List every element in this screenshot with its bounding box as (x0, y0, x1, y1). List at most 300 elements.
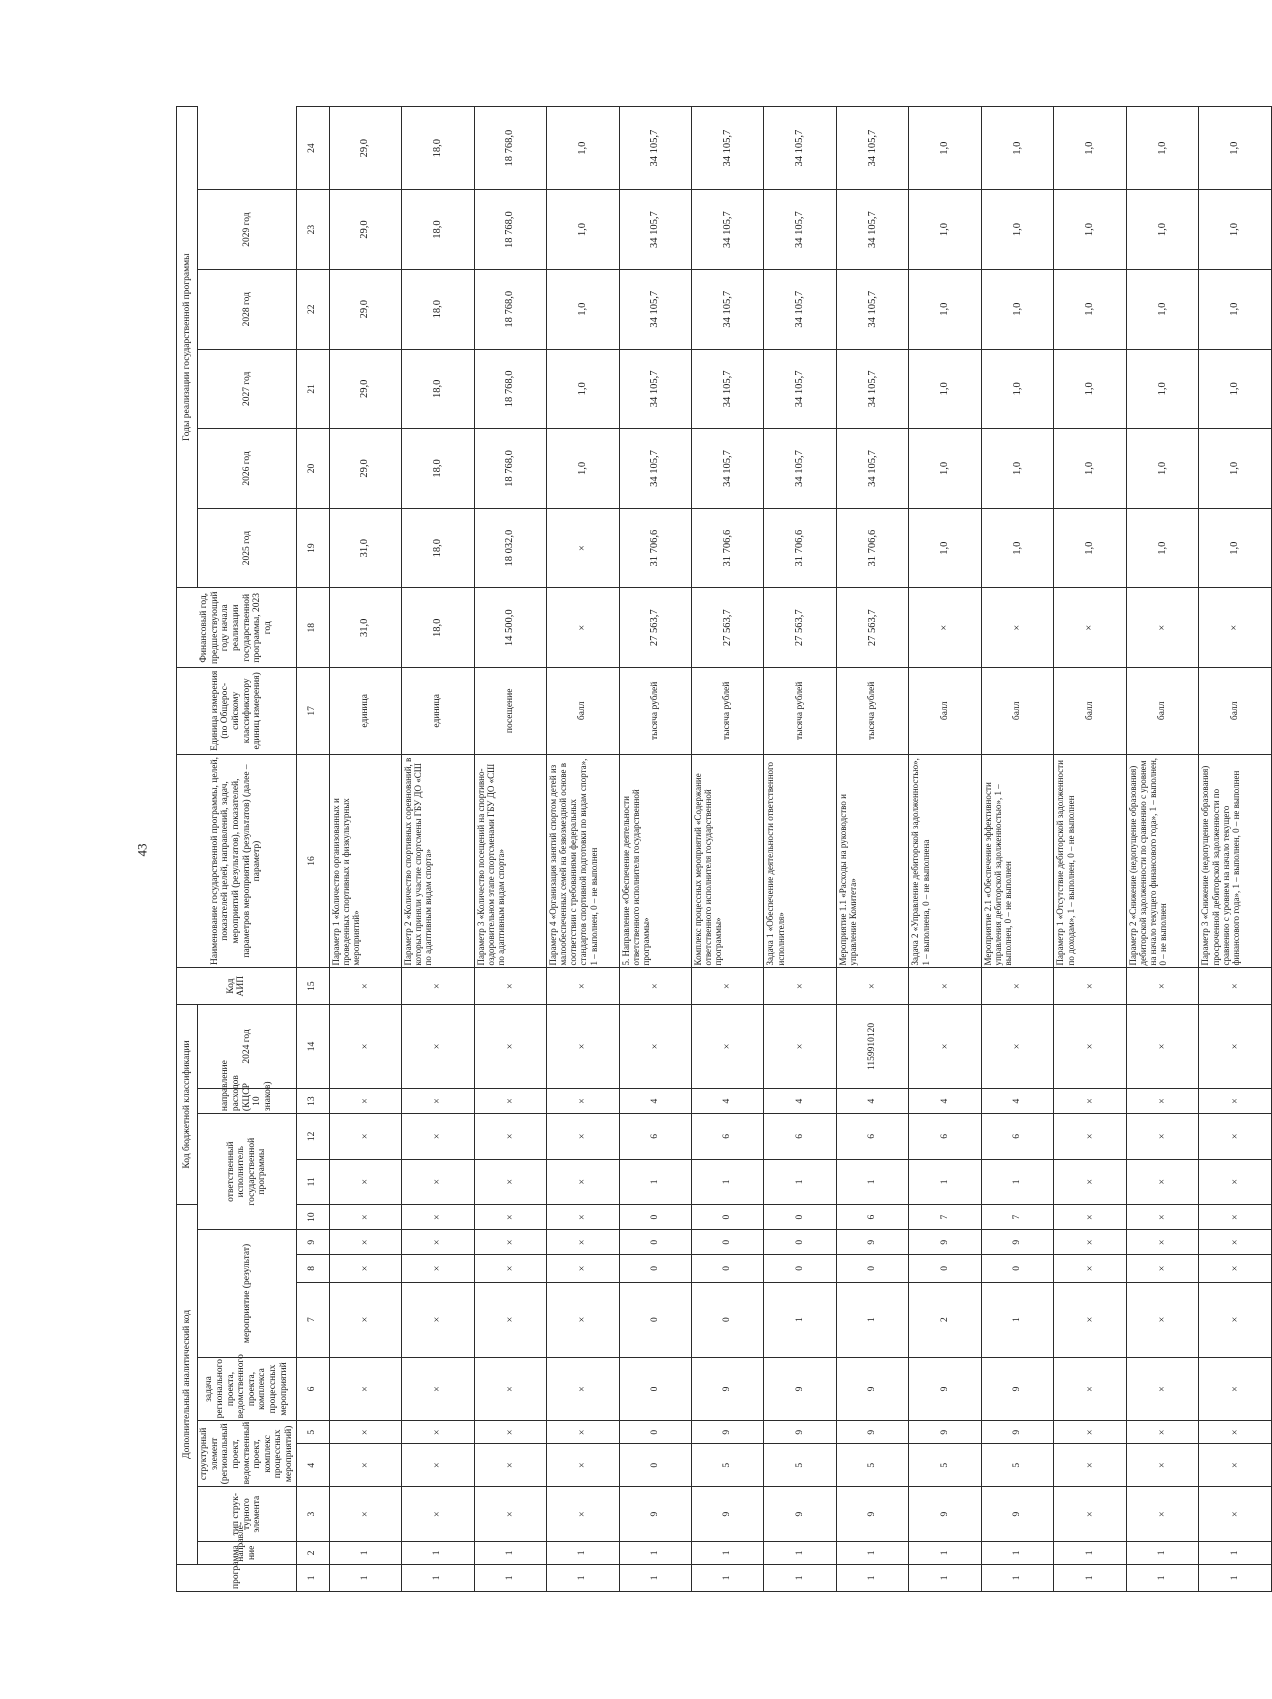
code-cell: 1 (1054, 1564, 1126, 1591)
code-cell: × (1126, 1282, 1198, 1357)
code-cell: 9 (909, 1230, 981, 1255)
code-cell: × (474, 1004, 546, 1088)
value-cell: 1,0 (1199, 429, 1272, 509)
value-cell: 31 706,6 (764, 508, 836, 588)
header-task: задача регионального проекта, ведомственного проекта, комплекса процессных мероприятий (198, 1357, 297, 1421)
value-cell: 18,0 (402, 429, 474, 509)
column-number: 16 (296, 754, 329, 968)
code-cell: × (474, 1205, 546, 1230)
code-cell: × (1199, 1004, 1272, 1088)
header-2025: 2025 год (198, 508, 297, 588)
header-name: Наименование государственной программы, целей, показателей целей, направлений, задач, мероприятий (результатов), показателей, параметров мероприятий (результатов) (далее – параметр) (177, 754, 297, 968)
code-cell: × (1199, 1230, 1272, 1255)
column-number: 18 (296, 588, 329, 668)
header-unit: Единица измерения (по Общерос-сийскому классификатору единиц измерения) (177, 668, 297, 754)
code-cell: × (1199, 1282, 1272, 1357)
code-cell: 0 (691, 1282, 763, 1357)
table-row (547, 107, 619, 1592)
unit-cell: тысяча рублей (619, 668, 691, 754)
code-cell: 4 (909, 1089, 981, 1114)
code-cell: × (402, 1230, 474, 1255)
table-row (1126, 107, 1198, 1592)
header-executor: ответственный исполнитель государственной программы (198, 1114, 297, 1230)
unit-cell: балл (1126, 668, 1198, 754)
value-cell: 1,0 (1199, 107, 1272, 190)
code-cell: 5 (691, 1444, 763, 1487)
column-number: 5 (296, 1421, 329, 1444)
code-cell: × (402, 1255, 474, 1282)
value-cell: 1,0 (547, 429, 619, 509)
code-cell: 1 (691, 1564, 763, 1591)
code-cell: 1 (1199, 1541, 1272, 1564)
column-number: 24 (296, 107, 329, 190)
code-cell: × (402, 1487, 474, 1542)
code-cell: 1 (474, 1541, 546, 1564)
name-cell: Комплекс процессных мероприятий «Содержание ответственного исполнителя государственной программы» (691, 754, 763, 968)
column-number: 17 (296, 668, 329, 754)
code-cell: 1 (909, 1564, 981, 1591)
code-cell: 0 (619, 1357, 691, 1421)
header-base-year: Финансовый год, предшествующий году начала реализации государственной программы, 2023 год (177, 588, 297, 668)
value-cell: 34 105,7 (619, 269, 691, 349)
value-cell: 29,0 (329, 269, 401, 349)
header-event: мероприятие (результат) (198, 1230, 297, 1357)
header-analytic-code: Дополнительный аналитический код (177, 1205, 198, 1565)
code-cell: × (1199, 1089, 1272, 1114)
code-cell: × (474, 1444, 546, 1487)
value-cell: 34 105,7 (691, 190, 763, 270)
value-cell: 1,0 (1054, 349, 1126, 429)
code-cell: 0 (619, 1230, 691, 1255)
code-cell: 6 (619, 1114, 691, 1160)
code-cell: × (1054, 1421, 1126, 1444)
value-cell: 1,0 (547, 349, 619, 429)
value-cell: 18 032,0 (474, 508, 546, 588)
value-cell: 1,0 (1126, 269, 1198, 349)
name-cell: 5. Направление «Обеспечение деятельности ответственного исполнителя государственной программы» (619, 754, 691, 968)
table-row (909, 107, 981, 1592)
code-cell: 1 (329, 1564, 401, 1591)
code-cell: × (1126, 1421, 1198, 1444)
value-cell: 34 105,7 (764, 269, 836, 349)
page-number: 43 (134, 843, 150, 857)
code-cell: × (329, 1255, 401, 1282)
table-row (329, 107, 401, 1592)
code-cell: × (402, 968, 474, 1004)
value-cell: 1,0 (1126, 508, 1198, 588)
header-2026: 2026 год (198, 429, 297, 509)
code-cell: × (1054, 1159, 1126, 1205)
value-cell: 34 105,7 (619, 190, 691, 270)
value-cell: 34 105,7 (836, 190, 908, 270)
value-cell: 1,0 (1054, 429, 1126, 509)
unit-cell: посещение (474, 668, 546, 754)
code-cell: 1 (1126, 1541, 1198, 1564)
code-cell: 9 (836, 1230, 908, 1255)
value-cell: 29,0 (329, 429, 401, 509)
code-cell: × (329, 1089, 401, 1114)
value-cell: 1,0 (981, 429, 1053, 509)
code-cell: 1 (474, 1564, 546, 1591)
code-cell: × (1054, 1282, 1126, 1357)
code-cell: × (474, 1421, 546, 1444)
code-cell: 1 (981, 1564, 1053, 1591)
code-cell: 4 (981, 1089, 1053, 1114)
value-cell: 29,0 (329, 349, 401, 429)
code-cell: 9 (836, 1487, 908, 1542)
code-cell: × (329, 1114, 401, 1160)
value-cell: 31 706,6 (619, 508, 691, 588)
table-row (1054, 107, 1126, 1592)
document-sheet (176, 106, 1241, 1592)
value-cell: 1,0 (1054, 269, 1126, 349)
code-cell: × (474, 1089, 546, 1114)
code-cell: × (402, 1421, 474, 1444)
code-cell: × (547, 1205, 619, 1230)
code-cell: 0 (691, 1255, 763, 1282)
code-cell: 1 (1126, 1564, 1198, 1591)
code-cell: 1 (909, 1159, 981, 1205)
code-cell: 0 (764, 1230, 836, 1255)
value-cell: 1,0 (1199, 349, 1272, 429)
value-cell: 34 105,7 (836, 349, 908, 429)
code-cell: 4 (619, 1089, 691, 1114)
name-cell: Мероприятие 1.1 «Расходы на руководство и управление Комитета» (836, 754, 908, 968)
value-cell: 1,0 (981, 269, 1053, 349)
value-cell: 18,0 (402, 190, 474, 270)
unit-cell: балл (547, 668, 619, 754)
code-cell: × (547, 1255, 619, 1282)
table-row (402, 107, 474, 1592)
value-cell: 1,0 (1126, 349, 1198, 429)
code-cell: 5 (981, 1444, 1053, 1487)
value-cell: 1,0 (981, 349, 1053, 429)
code-cell: × (1126, 968, 1198, 1004)
code-cell: 5 (836, 1444, 908, 1487)
code-cell: × (547, 1230, 619, 1255)
value-cell: 1,0 (1199, 190, 1272, 270)
code-cell: × (981, 1004, 1053, 1088)
value-cell: 34 105,7 (764, 429, 836, 509)
value-cell: 1,0 (981, 190, 1053, 270)
value-cell: 34 105,7 (764, 107, 836, 190)
code-cell: 1 (836, 1541, 908, 1564)
code-cell: 9 (691, 1487, 763, 1542)
code-cell: × (1126, 1205, 1198, 1230)
value-cell: 29,0 (329, 190, 401, 270)
code-cell: × (547, 1282, 619, 1357)
code-cell: × (691, 968, 763, 1004)
value-cell: 18 768,0 (474, 349, 546, 429)
column-number: 10 (296, 1205, 329, 1230)
value-cell: 34 105,7 (691, 349, 763, 429)
value-cell: 18,0 (402, 107, 474, 190)
code-cell: × (909, 968, 981, 1004)
code-cell: × (329, 1004, 401, 1088)
code-cell: × (1054, 1004, 1126, 1088)
value-cell: × (1126, 588, 1198, 668)
code-cell: 9 (619, 1487, 691, 1542)
value-cell: 31 706,6 (836, 508, 908, 588)
name-cell: Параметр 1 «Отсутствие дебиторской задолженности по доходам», 1 – выполнен, 0 – не выполнен (1054, 754, 1126, 968)
unit-cell: тысяча рублей (764, 668, 836, 754)
code-cell: 1 (836, 1159, 908, 1205)
code-cell: × (1199, 1255, 1272, 1282)
code-cell: × (547, 1114, 619, 1160)
code-cell: × (547, 1421, 619, 1444)
code-cell: 1 (764, 1282, 836, 1357)
code-cell: × (402, 1444, 474, 1487)
code-cell: × (402, 1159, 474, 1205)
header-element-type: тип струк-турного элемента (198, 1487, 297, 1542)
column-number: 8 (296, 1255, 329, 1282)
code-cell: 1 (329, 1541, 401, 1564)
code-cell: 9 (909, 1357, 981, 1421)
value-cell: 1,0 (547, 107, 619, 190)
column-number-row (296, 107, 329, 1592)
value-cell: × (1054, 588, 1126, 668)
column-number: 6 (296, 1357, 329, 1421)
code-cell: × (1199, 1357, 1272, 1421)
code-cell: × (836, 968, 908, 1004)
unit-cell: тысяча рублей (691, 668, 763, 754)
code-cell: × (1126, 1357, 1198, 1421)
code-cell: × (1199, 1421, 1272, 1444)
code-cell: × (909, 1004, 981, 1088)
value-cell: 1,0 (981, 508, 1053, 588)
value-cell: 31,0 (329, 588, 401, 668)
code-cell: 9 (764, 1357, 836, 1421)
name-cell: Параметр 2 «Количество спортивных соревнований, в которых приняли участие спортсмены ГБУ ДО «СШ по адаптивным видам спорта» (402, 754, 474, 968)
value-cell: 1,0 (909, 508, 981, 588)
code-cell: × (329, 1230, 401, 1255)
code-cell: × (474, 1282, 546, 1357)
code-cell: × (764, 968, 836, 1004)
code-cell: 4 (764, 1089, 836, 1114)
code-cell: 9 (691, 1421, 763, 1444)
code-cell: 1 (691, 1159, 763, 1205)
value-cell: 34 105,7 (691, 107, 763, 190)
column-number: 9 (296, 1230, 329, 1255)
code-cell: × (474, 968, 546, 1004)
table-row (836, 107, 908, 1592)
value-cell: 31,0 (329, 508, 401, 588)
unit-cell: тысяча рублей (836, 668, 908, 754)
value-cell: 29,0 (329, 107, 401, 190)
code-cell: × (1199, 1159, 1272, 1205)
code-cell: × (1054, 1205, 1126, 1230)
code-cell: × (474, 1159, 546, 1205)
code-cell: × (329, 968, 401, 1004)
value-cell: 18,0 (402, 269, 474, 349)
header-2028: 2028 год (198, 269, 297, 349)
code-cell: × (1054, 1114, 1126, 1160)
unit-cell: балл (909, 668, 981, 754)
value-cell: 27 563,7 (691, 588, 763, 668)
code-cell: × (402, 1282, 474, 1357)
program-parameters-table (176, 106, 1272, 1592)
value-cell: 34 105,7 (764, 349, 836, 429)
code-cell: × (1199, 1114, 1272, 1160)
value-cell: 34 105,7 (764, 190, 836, 270)
name-cell: Мероприятие 2.1 «Обеспечение эффективности управления дебиторской задолженностью», 1 – выполнен, 0 – не выполнен (981, 754, 1053, 968)
code-cell: 1 (981, 1541, 1053, 1564)
code-cell: × (619, 1004, 691, 1088)
code-cell: 1159910120 (836, 1004, 908, 1088)
code-cell: 2 (909, 1282, 981, 1357)
code-cell: × (402, 1089, 474, 1114)
table-body (296, 107, 1271, 1592)
code-cell: × (474, 1255, 546, 1282)
code-cell: × (1054, 1357, 1126, 1421)
code-cell: × (329, 1444, 401, 1487)
column-number: 14 (296, 1004, 329, 1088)
value-cell: 1,0 (909, 190, 981, 270)
code-cell: 6 (909, 1114, 981, 1160)
code-cell: × (1054, 1444, 1126, 1487)
code-cell: × (547, 968, 619, 1004)
code-cell: 5 (909, 1444, 981, 1487)
name-cell: Параметр 3 «Количество посещений на спортивно-оздоровительном этапе спортсменами ГБУ ДО «СШ по адаптивным видам спорта» (474, 754, 546, 968)
code-cell: × (547, 1357, 619, 1421)
column-number: 21 (296, 349, 329, 429)
code-cell: 1 (402, 1541, 474, 1564)
value-cell: 34 105,7 (691, 269, 763, 349)
code-cell: × (329, 1357, 401, 1421)
code-cell: 6 (981, 1114, 1053, 1160)
code-cell: × (1126, 1004, 1198, 1088)
value-cell: 18 768,0 (474, 429, 546, 509)
value-cell: 34 105,7 (691, 429, 763, 509)
code-cell: 9 (981, 1487, 1053, 1542)
code-cell: 0 (981, 1255, 1053, 1282)
code-cell: × (1126, 1444, 1198, 1487)
value-cell: 18 768,0 (474, 107, 546, 190)
value-cell: 31 706,6 (691, 508, 763, 588)
code-cell: 0 (619, 1282, 691, 1357)
code-cell: 0 (764, 1205, 836, 1230)
table-row (619, 107, 691, 1592)
column-number: 2 (296, 1541, 329, 1564)
code-cell: × (329, 1159, 401, 1205)
value-cell: 14 500,0 (474, 588, 546, 668)
code-cell: 9 (909, 1421, 981, 1444)
value-cell: 34 105,7 (836, 429, 908, 509)
code-cell: × (329, 1487, 401, 1542)
value-cell: 34 105,7 (836, 269, 908, 349)
value-cell: 34 105,7 (619, 107, 691, 190)
code-cell: × (402, 1004, 474, 1088)
code-cell: × (1199, 1444, 1272, 1487)
value-cell: 1,0 (981, 107, 1053, 190)
code-cell: 9 (691, 1357, 763, 1421)
value-cell: 1,0 (909, 107, 981, 190)
value-cell: 18,0 (402, 349, 474, 429)
code-cell: 4 (836, 1089, 908, 1114)
header-years: Годы реализации государственной программы (177, 107, 198, 588)
code-cell: × (1199, 968, 1272, 1004)
code-cell: 1 (836, 1564, 908, 1591)
code-cell: × (402, 1357, 474, 1421)
code-cell: 9 (836, 1421, 908, 1444)
value-cell: 18 768,0 (474, 190, 546, 270)
table-row (981, 107, 1053, 1592)
value-cell: 27 563,7 (619, 588, 691, 668)
code-cell: 6 (836, 1205, 908, 1230)
code-cell: 0 (909, 1255, 981, 1282)
code-cell: × (474, 1357, 546, 1421)
value-cell: 1,0 (1054, 508, 1126, 588)
value-cell: 1,0 (1126, 107, 1198, 190)
code-cell: 1 (691, 1541, 763, 1564)
table-row (691, 107, 763, 1592)
unit-cell: балл (1054, 668, 1126, 754)
code-cell: 1 (981, 1159, 1053, 1205)
code-cell: 1 (547, 1564, 619, 1591)
code-cell: × (474, 1487, 546, 1542)
value-cell: × (981, 588, 1053, 668)
column-number: 3 (296, 1487, 329, 1542)
code-cell: 1 (547, 1541, 619, 1564)
code-cell: × (547, 1089, 619, 1114)
unit-cell: единица (402, 668, 474, 754)
unit-cell: единица (329, 668, 401, 754)
code-cell: 0 (691, 1205, 763, 1230)
column-number: 7 (296, 1282, 329, 1357)
code-cell: × (1126, 1114, 1198, 1160)
name-cell: Параметр 3 «Снижение (недопущение образования) просроченной дебиторской задолженности по сравнению с уровнем на начало текущего финансового года», 1 – выполнен, 0 – не выполнен (1199, 754, 1272, 968)
column-number: 1 (296, 1564, 329, 1591)
value-cell: 1,0 (909, 349, 981, 429)
code-cell: × (547, 1159, 619, 1205)
code-cell: × (329, 1205, 401, 1230)
value-cell: 1,0 (909, 269, 981, 349)
name-cell: Параметр 1 «Количество организованных и проведенных спортивных и физкультурных мероприятий» (329, 754, 401, 968)
code-cell: × (1126, 1089, 1198, 1114)
column-number: 20 (296, 429, 329, 509)
code-cell: 1 (619, 1564, 691, 1591)
column-number: 13 (296, 1089, 329, 1114)
code-cell: × (547, 1487, 619, 1542)
name-cell: Задача 1 «Обеспечение деятельности ответственного исполнителя» (764, 754, 836, 968)
value-cell: 34 105,7 (619, 429, 691, 509)
code-cell: 1 (1054, 1541, 1126, 1564)
code-cell: 1 (1199, 1564, 1272, 1591)
header-direction: направле-ние (198, 1541, 297, 1564)
column-number: 23 (296, 190, 329, 270)
column-number: 11 (296, 1159, 329, 1205)
code-cell: 7 (909, 1205, 981, 1230)
table-row (764, 107, 836, 1592)
header-2024: 2024 год (198, 1004, 297, 1088)
table-row (1199, 107, 1272, 1592)
value-cell: 1,0 (1054, 107, 1126, 190)
value-cell: 18,0 (402, 508, 474, 588)
code-cell: 0 (691, 1230, 763, 1255)
code-cell: × (1126, 1230, 1198, 1255)
name-cell: Задача 2 «Управление дебиторской задолженностью», 1 – выполнена, 0 – не выполнена (909, 754, 981, 968)
code-cell: 9 (764, 1421, 836, 1444)
column-number: 15 (296, 968, 329, 1004)
code-cell: 0 (764, 1255, 836, 1282)
value-cell: 18 768,0 (474, 269, 546, 349)
value-cell: 1,0 (547, 269, 619, 349)
value-cell: × (547, 508, 619, 588)
code-cell: × (402, 1114, 474, 1160)
value-cell: 27 563,7 (764, 588, 836, 668)
value-cell: × (1199, 588, 1272, 668)
value-cell: 34 105,7 (619, 349, 691, 429)
